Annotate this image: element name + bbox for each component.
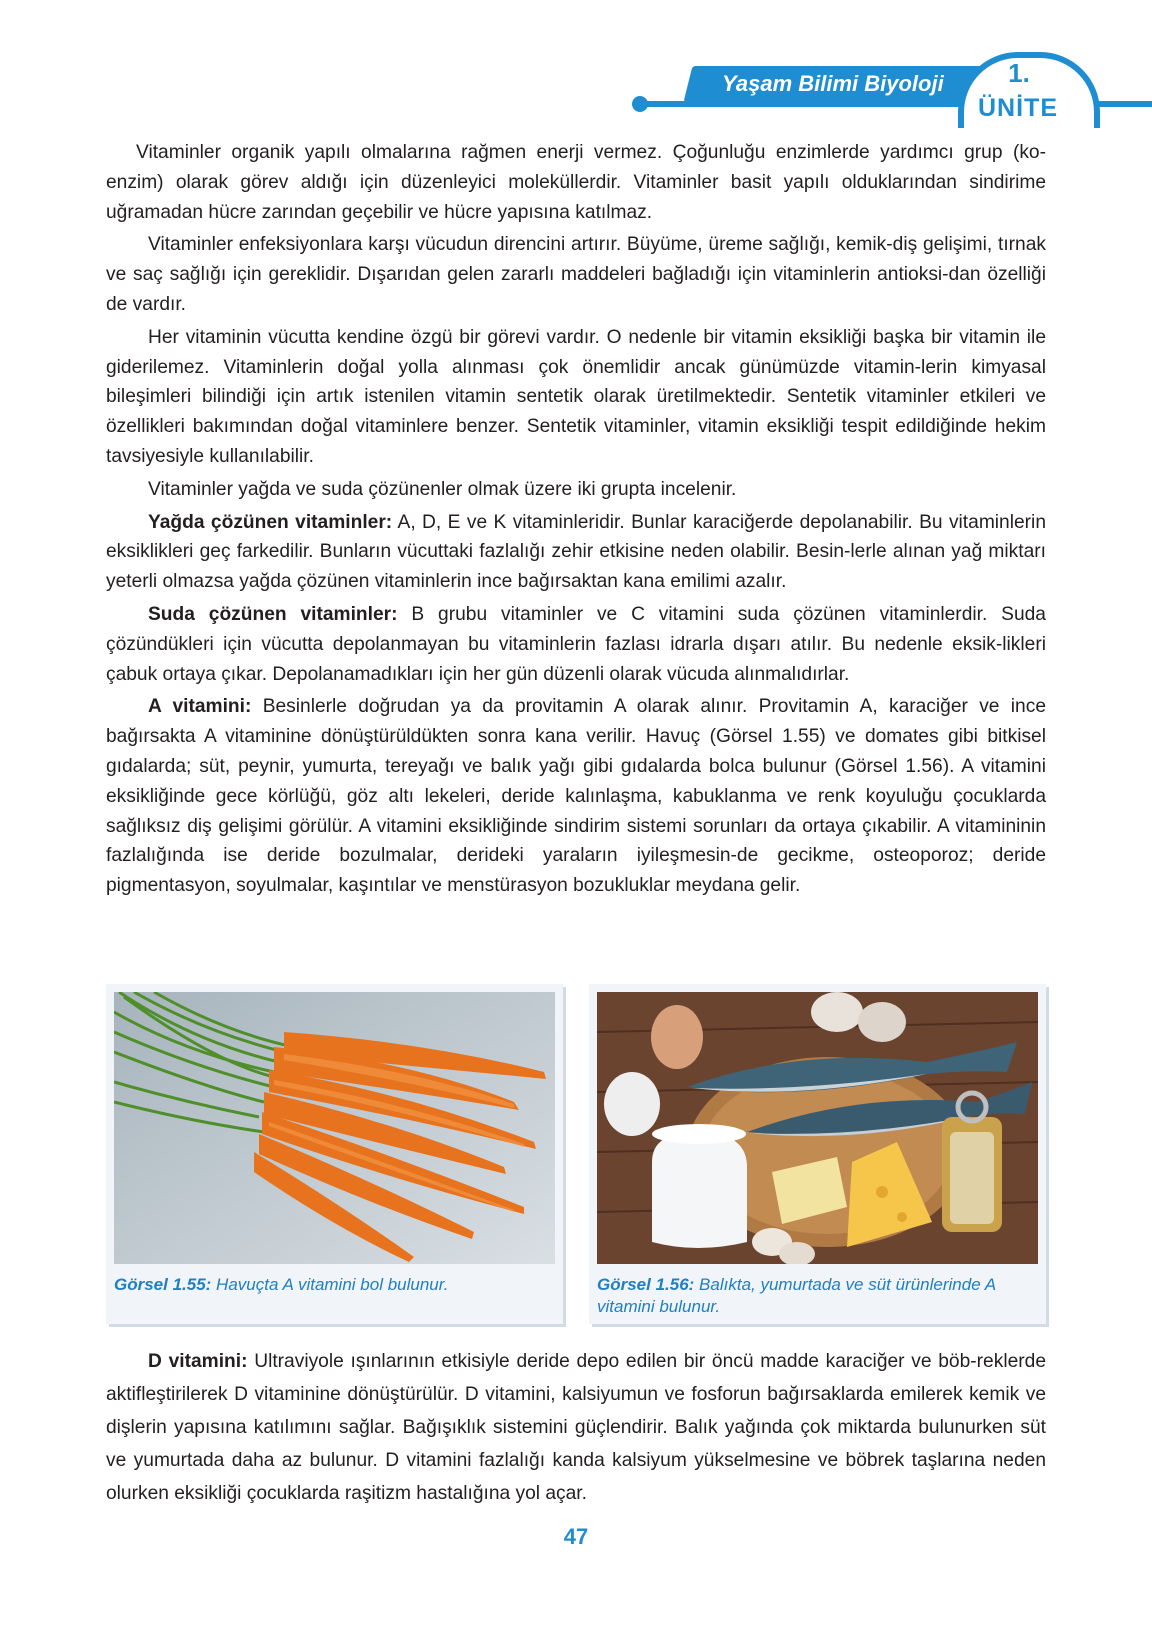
header-rule-dot [632, 96, 648, 112]
body-text-top [106, 138, 1046, 904]
paragraph-water-soluble: Suda çözünen vitaminler: B grubu vitaminler ve C vitamini suda çözünen vitaminlerdir. Suda çözündükleri için vücutta depolanmayan bu vitaminlerin fazlası idrarla dışarı atılır. Bu nedenle eksik-likleri çabuk ortaya çıkar. Depolanamadıkları için her gün düzenli olarak vücuda alınmalıdırlar. [106, 603, 1046, 685]
body-text-bottom [106, 1345, 1046, 1513]
page-number: 47 [563, 1524, 589, 1549]
figure-1-56 [589, 984, 1046, 1324]
paragraph: Vitaminler organik yapılı olmalarına rağmen enerji vermez. Çoğunluğu enzimlerde yardımcı grup (ko-enzim) olarak görev aldığı için düzenleyici moleküllerdir. Vitaminler basit yapılı olduklarından sindirime uğramadan hücre zarından geçebilir ve hücre yapısına katılmaz. [106, 142, 1046, 223]
paragraph: Vitaminler yağda ve suda çözünenler olmak üzere iki grupta incelenir. [148, 478, 737, 500]
carrots-photo [114, 992, 555, 1264]
unit-label: ÜNİTE [978, 94, 1058, 122]
paragraph-fat-soluble: Yağda çözünen vitaminler: A, D, E ve K vitaminleridir. Bunlar karaciğerde depolanabilir. Bu vitaminlerin eksiklikleri geç farkedilir. Bunların vücuttaki fazlalığı zehir etkisine neden olabilir. Besin-lerle alınan yağ miktarı yeterli olmazsa yağda çözünen vitaminlerin ince bağırsaktan kana emilimi azalır. [106, 511, 1046, 593]
paragraph-vitamin-d: D vitamini: Ultraviyole ışınlarının etkisiyle deride depo edilen bir öncü madde karaciğer ve böb-reklerde aktifleştirilerek D vitaminine dönüştürülür. D vitamini, kalsiyumun ve fosforun bağırsaklarda emilerek kemik ve dişlerin yapısına katılımını sağlar. Bağışıklık sistemini güçlendirir. Balık yağında çok miktarda bulunurken süt ve yumurtada daha az bulunur. D vitamini fazlalığı kanda kalsiyum yükselmesine ve böbrek taşlarına neden olurken eksikliği çocuklarda raşitizm hastalığına yol açar. [106, 1351, 1046, 1504]
fish-dairy-illustration [597, 992, 1038, 1264]
unit-number: 1. [1008, 58, 1030, 88]
figure-1-55-caption: Görsel 1.55: Havuçta A vitamini bol bulunur. [114, 1275, 449, 1294]
carrots-illustration [114, 992, 555, 1264]
figure-1-56-caption: Görsel 1.56: Balıkta, yumurtada ve süt ürünlerinde A vitamini bulunur. [597, 1275, 996, 1316]
paragraph-vitamin-a: A vitamini: Besinlerle doğrudan ya da provitamin A olarak alınır. Provitamin A, karaciğer ve ince bağırsakta A vitaminine dönüştürüldükten sonra kana verilir. Havuç (Görsel 1.55) ve domates gibi bitkisel gıdalarda; süt, peynir, yumurta, tereyağı ve balık yağı gibi gıdalarda bolca bulunur (Görsel 1.56). A vitamini eksikliğinde gece körlüğü, göz altı lekeleri, deride kalınlaşma, kabuklanma ve renk koyuluğu çocuklarda sağlıksız diş gelişimi görülür. A vitamini eksikliğinde sindirim sistemi sorunları da ortaya çıkabilir. A vitamininin fazlalığında ise deride bozulmalar, derideki yaraların iyileşmesin-de gecikme, osteoporoz; deride pigmentasyon, soyulmalar, kaşıntılar ve menstürasyon bozukluklar meydana gelir. [106, 696, 1046, 897]
figure-1-55 [106, 984, 563, 1324]
paragraph: Her vitaminin vücutta kendine özgü bir görevi vardır. O nedenle bir vitamin eksikliği başka bir vitamin ile giderilemez. Vitaminlerin doğal yolla alınması çok önemlidir ancak günümüzde vitamin-lerin kimyasal bileşimleri bilindiği için artık istenilen vitamin sentetik olarak üretilmektedir. Sentetik vitaminler etkileri ve özellikleri bakımından doğal vitaminlere benzer. Sentetik vitaminler, vitamin eksikliği tespit edildiğinde hekim tavsiyesiyle kullanılabilir. [106, 326, 1046, 467]
book-title-banner [684, 66, 983, 102]
paragraph: Vitaminler enfeksiyonlara karşı vücudun direncini artırır. Büyüme, üreme sağlığı, kemik-diş gelişimi, tırnak ve saç sağlığı için gereklidir. Dışarıdan gelen zararlı maddeleri bağladığı için vitaminlerin antioksi-dan özelliği de vardır. [106, 234, 1046, 315]
book-title: Yaşam Bilimi Biyoloji [722, 71, 944, 96]
fish-eggs-dairy-photo [597, 992, 1038, 1264]
